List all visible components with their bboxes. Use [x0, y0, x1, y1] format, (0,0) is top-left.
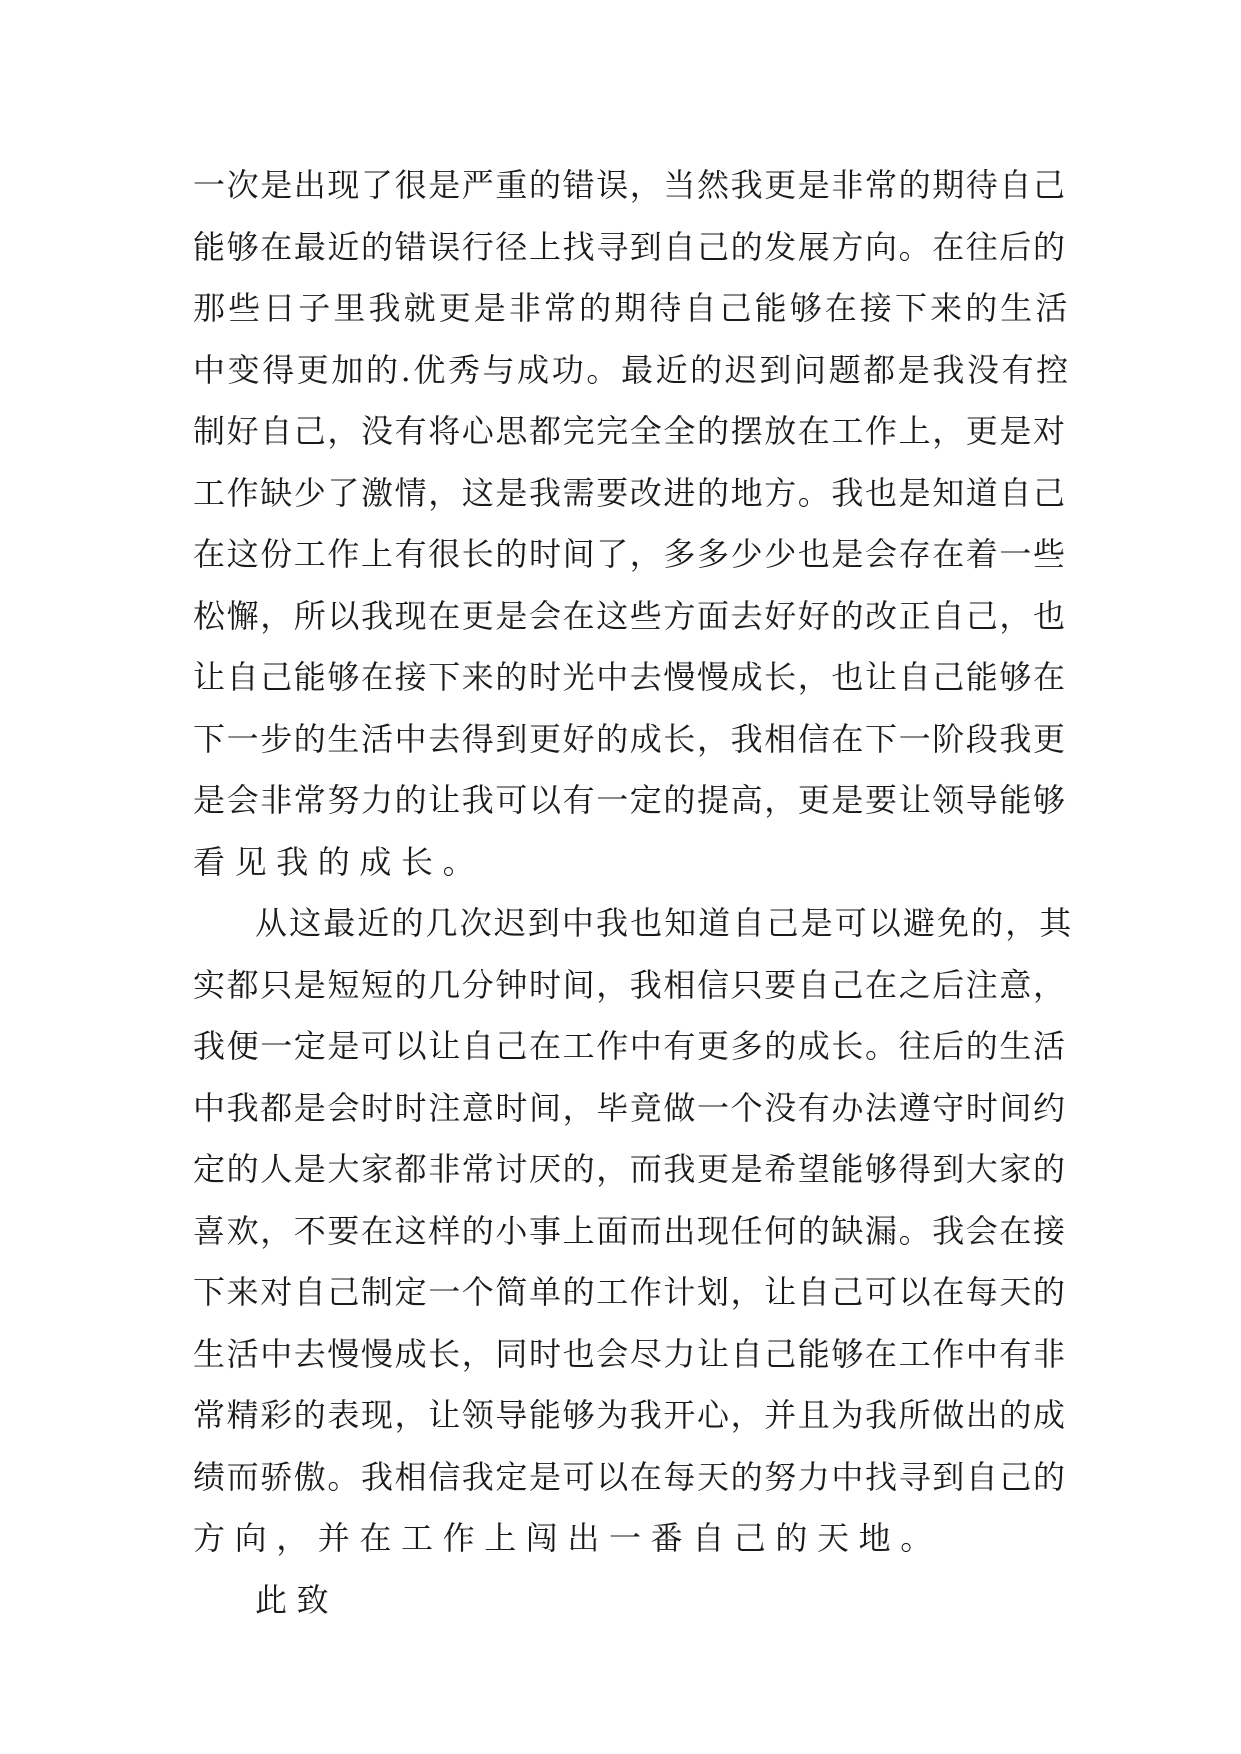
paragraph-1-line-8: 松懈，所以我现在更是会在这些方面去好好的改正自己，也: [193, 596, 1067, 635]
paragraph-1-line-4: 中变得更加的.优秀与成功。最近的迟到问题都是我没有控: [193, 350, 1071, 389]
paragraph-1-line-3: 那些日子里我就更是非常的期待自己能够在接下来的生活: [193, 289, 1071, 327]
paragraph-1-line-5: 制好自己，没有将心思都完完全全的摆放在工作上，更是对: [193, 412, 1067, 450]
paragraph-1: [193, 155, 1073, 893]
paragraph-2-line-6: 喜欢，不要在这样的小事上面而出现任何的缺漏。我会在接: [193, 1211, 1067, 1250]
paragraph-1-line-2: 能够在最近的错误行径上找寻到自己的发展方向。在往后的: [193, 227, 1067, 266]
paragraph-2: [193, 893, 1073, 1570]
document-body: [193, 155, 1073, 1631]
paragraph-1-line-9: 让自己能够在接下来的时光中去慢慢成长，也让自己能够在: [193, 658, 1067, 696]
paragraph-1-line-6: 工作缺少了激情，这是我需要改进的地方。我也是知道自己: [193, 473, 1067, 512]
paragraph-2-line-9: 常精彩的表现，让领导能够为我开心，并且为我所做出的成: [193, 1396, 1067, 1434]
paragraph-2-line-4: 中我都是会时时注意时间，毕竟做一个没有办法遵守时间约: [193, 1088, 1067, 1127]
paragraph-2-line-11: 方向，并在工作上闯出一番自己的天地。: [193, 1519, 942, 1557]
paragraph-1-line-12: 看见我的成长。: [193, 842, 485, 881]
paragraph-2-line-5: 定的人是大家都非常讨厌的，而我更是希望能够得到大家的: [193, 1150, 1067, 1188]
paragraph-1-line-1: 一次是出现了很是严重的错误，当然我更是非常的期待自己: [193, 166, 1067, 204]
paragraph-1-line-10: 下一步的生活中去得到更好的成长，我相信在下一阶段我更: [193, 719, 1067, 758]
paragraph-2-line-3: 我便一定是可以让自己在工作中有更多的成长。往后的生活: [193, 1027, 1067, 1065]
paragraph-1-line-11: 是会非常努力的让我可以有一定的提高，更是要让领导能够: [193, 781, 1067, 819]
paragraph-1-line-7: 在这份工作上有很长的时间了，多多少少也是会存在着一些: [193, 535, 1067, 573]
paragraph-2-line-7: 下来对自己制定一个简单的工作计划，让自己可以在每天的: [193, 1273, 1067, 1311]
paragraph-2-line-10: 绩而骄傲。我相信我定是可以在每天的努力中找寻到自己的: [193, 1457, 1067, 1496]
paragraph-2-line-1: 从这最近的几次迟到中我也知道自己是可以避免的，其: [255, 904, 1074, 942]
closing-salutation: 此致: [255, 1580, 339, 1619]
paragraph-2-line-8: 生活中去慢慢成长，同时也会尽力让自己能够在工作中有非: [193, 1334, 1067, 1373]
paragraph-2-line-2: 实都只是短短的几分钟时间，我相信只要自己在之后注意，: [193, 965, 1067, 1004]
